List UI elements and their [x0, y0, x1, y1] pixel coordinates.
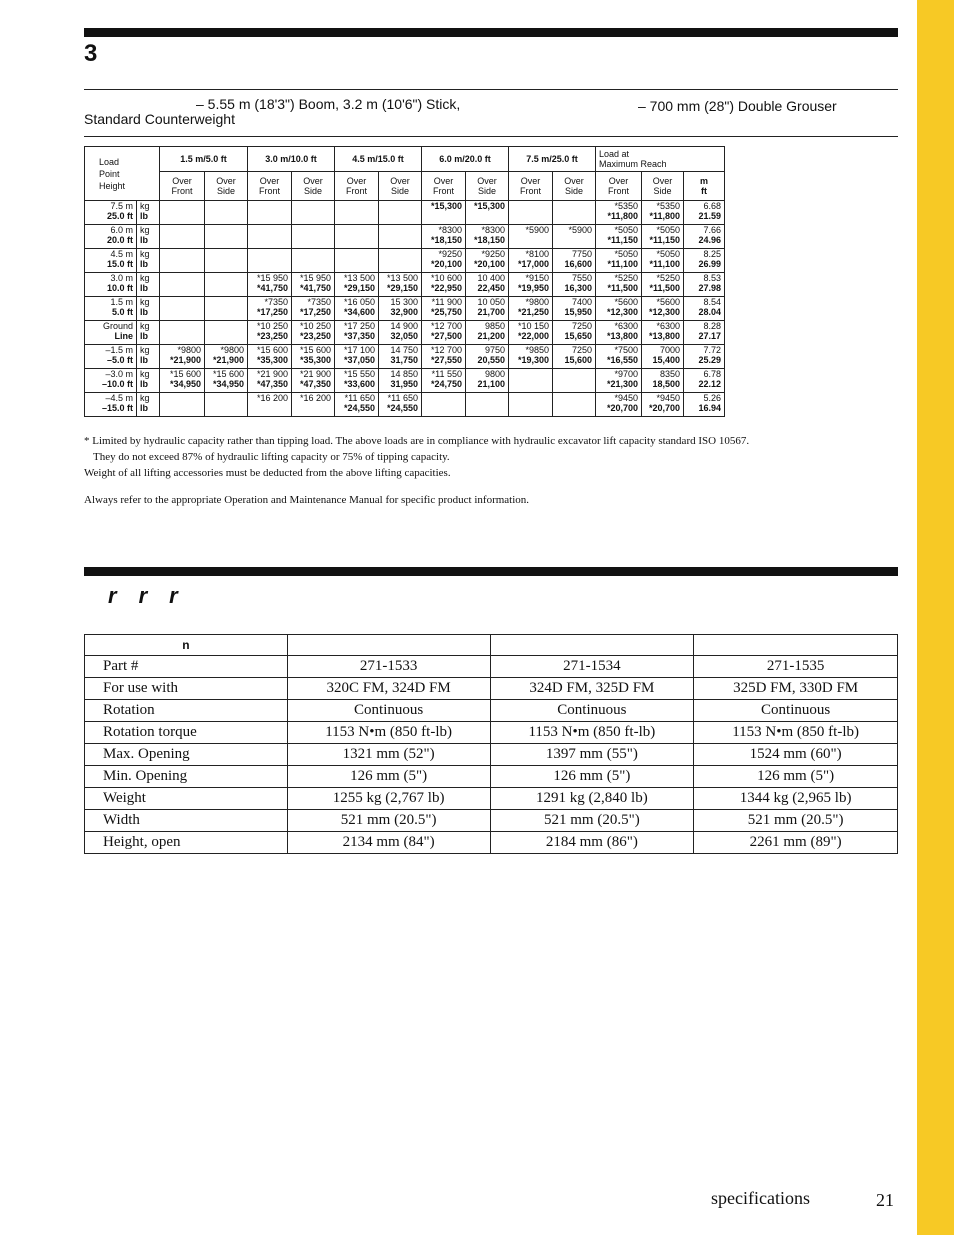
capacity-cell: *5250 *11,500: [642, 273, 684, 297]
spec-table: [84, 634, 898, 854]
capacity-cell: *5050 *11,100: [642, 249, 684, 273]
over-front-header: Over Front: [422, 172, 466, 201]
capacity-cell: *9250 *20,100: [422, 249, 466, 273]
boom-stick-config: – 5.55 m (18'3") Boom, 3.2 m (10'6") Stick,: [196, 96, 461, 112]
capacity-cell: 8350 18,500: [642, 369, 684, 393]
rule-bottom: [84, 136, 898, 137]
capacity-cell: *5600 *12,300: [642, 297, 684, 321]
capacity-cell: 14 850 31,950: [379, 369, 422, 393]
capacity-cell: *11 650 *24,550: [335, 393, 379, 417]
spec-value: 1524 mm (60"): [694, 744, 898, 766]
capacity-cell: 14 900 32,050: [379, 321, 422, 345]
spec-label: Rotation: [85, 700, 288, 722]
over-side-header: Over Side: [642, 172, 684, 201]
counterweight-config: Standard Counterweight: [84, 111, 235, 127]
spec-value: 1291 kg (2,840 lb): [490, 788, 694, 810]
spec-value: 1321 mm (52"): [287, 744, 490, 766]
capacity-cell: *15 950 *41,750: [248, 273, 292, 297]
spec-value: 1153 N•m (850 ft-lb): [490, 722, 694, 744]
lift-row: [85, 249, 725, 273]
capacity-cell: *9850 *19,300: [509, 345, 553, 369]
lift-row: [85, 273, 725, 297]
over-side-header: Over Side: [292, 172, 335, 201]
capacity-cell: [553, 369, 596, 393]
capacity-cell: *15,300: [466, 201, 509, 225]
capacity-cell: 7750 16,600: [553, 249, 596, 273]
over-front-header: Over Front: [160, 172, 205, 201]
capacity-cell: *17 100 *37,050: [335, 345, 379, 369]
spec-row: [85, 788, 898, 810]
capacity-cell: [553, 201, 596, 225]
capacity-cell: *11 900 *25,750: [422, 297, 466, 321]
capacity-cell: 15 300 32,900: [379, 297, 422, 321]
capacity-cell: [160, 201, 205, 225]
spec-header-cell: [287, 635, 490, 656]
capacity-cell: *11 550 *24,750: [422, 369, 466, 393]
capacity-cell: [160, 321, 205, 345]
capacity-cell: [292, 249, 335, 273]
capacity-cell: *10 150 *22,000: [509, 321, 553, 345]
max-reach-header: Load at Maximum Reach: [596, 147, 725, 172]
capacity-cell: [422, 393, 466, 417]
capacity-cell: [248, 225, 292, 249]
lift-row: [85, 297, 725, 321]
lift-row: [85, 393, 725, 417]
column-group-header: 1.5 m/5.0 ft: [160, 147, 248, 172]
footer-label: specifications: [711, 1188, 810, 1208]
height-cell: –4.5 m –15.0 ft: [85, 393, 137, 417]
capacity-cell: [466, 393, 509, 417]
lift-row: [85, 321, 725, 345]
capacity-cell: *7350 *17,250: [248, 297, 292, 321]
unit-cell: kg lb: [137, 369, 160, 393]
capacity-cell: [160, 225, 205, 249]
unit-cell: kg lb: [137, 201, 160, 225]
capacity-cell: *21 900 *47,350: [248, 369, 292, 393]
spec-row: [85, 766, 898, 788]
spec-label: Height, open: [85, 832, 288, 854]
capacity-cell: *17 250 *37,350: [335, 321, 379, 345]
note-manual: Always refer to the appropriate Operation and Maintenance Manual for specific product information.: [84, 494, 530, 506]
over-side-header: Over Side: [466, 172, 509, 201]
unit-cell: kg lb: [137, 249, 160, 273]
capacity-cell: 7000 15,400: [642, 345, 684, 369]
capacity-cell: *15 600 *34,950: [205, 369, 248, 393]
spec-value: 1153 N•m (850 ft-lb): [287, 722, 490, 744]
capacity-cell: [335, 201, 379, 225]
capacity-cell: [160, 249, 205, 273]
capacity-cell: *5050 *11,150: [642, 225, 684, 249]
capacity-cell: *10 250 *23,250: [248, 321, 292, 345]
capacity-cell: *5900: [509, 225, 553, 249]
spec-row: [85, 722, 898, 744]
capacity-cell: *9800 *21,250: [509, 297, 553, 321]
unit-cell: kg lb: [137, 273, 160, 297]
unit-cell: kg lb: [137, 225, 160, 249]
capacity-cell: *6300 *13,800: [596, 321, 642, 345]
capacity-cell: 14 750 31,750: [379, 345, 422, 369]
spec-value: 521 mm (20.5"): [490, 810, 694, 832]
capacity-cell: *8300 *18,150: [466, 225, 509, 249]
spec-value: 320C FM, 324D FM: [287, 678, 490, 700]
spec-header-cell: n: [85, 635, 288, 656]
note-accessories: Weight of all lifting accessories must be deducted from the above lifting capacities.: [84, 467, 451, 479]
spec-value: 1255 kg (2,767 lb): [287, 788, 490, 810]
reach-cell: 8.25 26.99: [684, 249, 725, 273]
column-group-header: 3.0 m/10.0 ft: [248, 147, 335, 172]
height-cell: Ground Line: [85, 321, 137, 345]
over-front-header: Over Front: [596, 172, 642, 201]
spec-value: 325D FM, 330D FM: [694, 678, 898, 700]
capacity-cell: *7350 *17,250: [292, 297, 335, 321]
spec-value: 126 mm (5"): [490, 766, 694, 788]
over-front-header: Over Front: [509, 172, 553, 201]
reach-cell: 6.78 22.12: [684, 369, 725, 393]
capacity-cell: *5050 *11,100: [596, 249, 642, 273]
capacity-cell: *8300 *18,150: [422, 225, 466, 249]
capacity-cell: [160, 393, 205, 417]
top-bar: [84, 28, 898, 37]
capacity-cell: [205, 393, 248, 417]
height-cell: –3.0 m –10.0 ft: [85, 369, 137, 393]
capacity-cell: *16 050 *34,600: [335, 297, 379, 321]
spec-label: Min. Opening: [85, 766, 288, 788]
note-capacity: They do not exceed 87% of hydraulic lifting capacity or 75% of tipping capacity.: [93, 451, 450, 463]
capacity-cell: *15 550 *33,600: [335, 369, 379, 393]
capacity-cell: [379, 201, 422, 225]
capacity-cell: 7250 15,650: [553, 321, 596, 345]
capacity-cell: [379, 225, 422, 249]
lift-row: [85, 345, 725, 369]
capacity-cell: [335, 249, 379, 273]
column-group-header: 7.5 m/25.0 ft: [509, 147, 596, 172]
capacity-cell: 10 050 21,700: [466, 297, 509, 321]
lift-row: [85, 201, 725, 225]
capacity-cell: *10 250 *23,250: [292, 321, 335, 345]
capacity-cell: [248, 201, 292, 225]
capacity-cell: *5250 *11,500: [596, 273, 642, 297]
capacity-cell: [509, 201, 553, 225]
over-side-header: Over Side: [379, 172, 422, 201]
spec-label: Rotation torque: [85, 722, 288, 744]
spec-header-cell: [694, 635, 898, 656]
capacity-cell: *5050 *11,150: [596, 225, 642, 249]
capacity-cell: *6300 *13,800: [642, 321, 684, 345]
spec-value: 1344 kg (2,965 lb): [694, 788, 898, 810]
capacity-cell: *13 500 *29,150: [335, 273, 379, 297]
capacity-cell: *15 600 *35,300: [292, 345, 335, 369]
spec-value: 126 mm (5"): [287, 766, 490, 788]
capacity-cell: *15 600 *35,300: [248, 345, 292, 369]
capacity-cell: [379, 249, 422, 273]
capacity-cell: 9850 21,200: [466, 321, 509, 345]
capacity-cell: *9450 *20,700: [596, 393, 642, 417]
spec-value: 271-1535: [694, 656, 898, 678]
spec-value: Continuous: [490, 700, 694, 722]
spec-value: Continuous: [694, 700, 898, 722]
capacity-cell: *15 950 *41,750: [292, 273, 335, 297]
column-group-header: 6.0 m/20.0 ft: [422, 147, 509, 172]
reach-cell: 6.68 21.59: [684, 201, 725, 225]
spec-value: 2134 mm (84"): [287, 832, 490, 854]
capacity-cell: *5350 *11,800: [596, 201, 642, 225]
over-front-header: Over Front: [335, 172, 379, 201]
spec-row: [85, 700, 898, 722]
section-number: 3: [84, 40, 98, 67]
capacity-cell: *9250 *20,100: [466, 249, 509, 273]
reach-cell: 8.53 27.98: [684, 273, 725, 297]
unit-cell: kg lb: [137, 345, 160, 369]
reach-cell: 5.26 16.94: [684, 393, 725, 417]
spec-value: 2184 mm (86"): [490, 832, 694, 854]
capacity-cell: [509, 393, 553, 417]
capacity-cell: 10 400 22,450: [466, 273, 509, 297]
capacity-cell: *13 500 *29,150: [379, 273, 422, 297]
spec-row: [85, 656, 898, 678]
spec-value: 1153 N•m (850 ft-lb): [694, 722, 898, 744]
capacity-cell: *8100 *17,000: [509, 249, 553, 273]
lift-row: [85, 369, 725, 393]
reach-unit-header: m ft: [684, 172, 725, 201]
over-side-header: Over Side: [553, 172, 596, 201]
note-hydraulic: * Limited by hydraulic capacity rather than tipping load. The above loads are in compliance with hydraulic excavator lift capacity standard ISO 10567.: [84, 435, 750, 447]
capacity-cell: *9450 *20,700: [642, 393, 684, 417]
height-cell: 1.5 m 5.0 ft: [85, 297, 137, 321]
section2-heading: r r r: [108, 583, 178, 608]
reach-cell: 7.66 24.96: [684, 225, 725, 249]
height-cell: 4.5 m 15.0 ft: [85, 249, 137, 273]
capacity-cell: *16 200: [292, 393, 335, 417]
spec-label: Max. Opening: [85, 744, 288, 766]
over-side-header: Over Side: [205, 172, 248, 201]
capacity-cell: [160, 273, 205, 297]
capacity-cell: [205, 225, 248, 249]
height-cell: 6.0 m 20.0 ft: [85, 225, 137, 249]
capacity-cell: *15,300: [422, 201, 466, 225]
height-cell: –1.5 m –5.0 ft: [85, 345, 137, 369]
rule-top: [84, 89, 898, 90]
page-number: 21: [876, 1190, 894, 1210]
spec-value: 271-1534: [490, 656, 694, 678]
capacity-cell: 9750 20,550: [466, 345, 509, 369]
height-cell: 7.5 m 25.0 ft: [85, 201, 137, 225]
spec-row: [85, 832, 898, 854]
lift-notes: [84, 433, 884, 481]
capacity-cell: [292, 201, 335, 225]
capacity-cell: [553, 393, 596, 417]
load-point-height-header: Load Point Height: [85, 147, 160, 201]
section2-bar: [84, 567, 898, 576]
spec-value: 126 mm (5"): [694, 766, 898, 788]
capacity-cell: [205, 273, 248, 297]
capacity-cell: *9150 *19,950: [509, 273, 553, 297]
capacity-cell: 9800 21,100: [466, 369, 509, 393]
unit-cell: kg lb: [137, 393, 160, 417]
spec-label: Weight: [85, 788, 288, 810]
capacity-cell: [160, 297, 205, 321]
spec-value: 324D FM, 325D FM: [490, 678, 694, 700]
capacity-cell: [335, 225, 379, 249]
reach-cell: 8.54 28.04: [684, 297, 725, 321]
capacity-cell: *5350 *11,800: [642, 201, 684, 225]
capacity-cell: [248, 249, 292, 273]
capacity-cell: [509, 369, 553, 393]
spec-value: 271-1533: [287, 656, 490, 678]
unit-cell: kg lb: [137, 321, 160, 345]
lift-capacity-table: [84, 146, 725, 417]
capacity-cell: 7250 15,600: [553, 345, 596, 369]
spec-row: [85, 678, 898, 700]
capacity-cell: *9800 *21,900: [160, 345, 205, 369]
capacity-cell: 7550 16,300: [553, 273, 596, 297]
capacity-cell: [205, 321, 248, 345]
spec-value: 1397 mm (55"): [490, 744, 694, 766]
spec-label: Part #: [85, 656, 288, 678]
capacity-cell: [205, 201, 248, 225]
capacity-cell: *5600 *12,300: [596, 297, 642, 321]
spec-row: [85, 744, 898, 766]
capacity-cell: *16 200: [248, 393, 292, 417]
shoe-config: – 700 mm (28") Double Grouser: [638, 98, 837, 114]
capacity-cell: [205, 297, 248, 321]
reach-cell: 7.72 25.29: [684, 345, 725, 369]
yellow-sidebar: [917, 0, 954, 1235]
capacity-cell: *12 700 *27,500: [422, 321, 466, 345]
spec-value: 521 mm (20.5"): [694, 810, 898, 832]
column-group-header: 4.5 m/15.0 ft: [335, 147, 422, 172]
capacity-cell: [205, 249, 248, 273]
reach-cell: 8.28 27.17: [684, 321, 725, 345]
spec-value: 521 mm (20.5"): [287, 810, 490, 832]
capacity-cell: *9800 *21,900: [205, 345, 248, 369]
spec-header-cell: [490, 635, 694, 656]
lift-row: [85, 225, 725, 249]
capacity-cell: [292, 225, 335, 249]
spec-label: Width: [85, 810, 288, 832]
height-cell: 3.0 m 10.0 ft: [85, 273, 137, 297]
spec-row: [85, 810, 898, 832]
capacity-cell: *21 900 *47,350: [292, 369, 335, 393]
capacity-cell: *5900: [553, 225, 596, 249]
capacity-cell: 7400 15,950: [553, 297, 596, 321]
capacity-cell: *10 600 *22,950: [422, 273, 466, 297]
capacity-cell: *15 600 *34,950: [160, 369, 205, 393]
capacity-cell: *12 700 *27,550: [422, 345, 466, 369]
capacity-cell: *11 650 *24,550: [379, 393, 422, 417]
over-front-header: Over Front: [248, 172, 292, 201]
capacity-cell: *9700 *21,300: [596, 369, 642, 393]
spec-value: Continuous: [287, 700, 490, 722]
spec-label: For use with: [85, 678, 288, 700]
unit-cell: kg lb: [137, 297, 160, 321]
spec-value: 2261 mm (89"): [694, 832, 898, 854]
capacity-cell: *7500 *16,550: [596, 345, 642, 369]
